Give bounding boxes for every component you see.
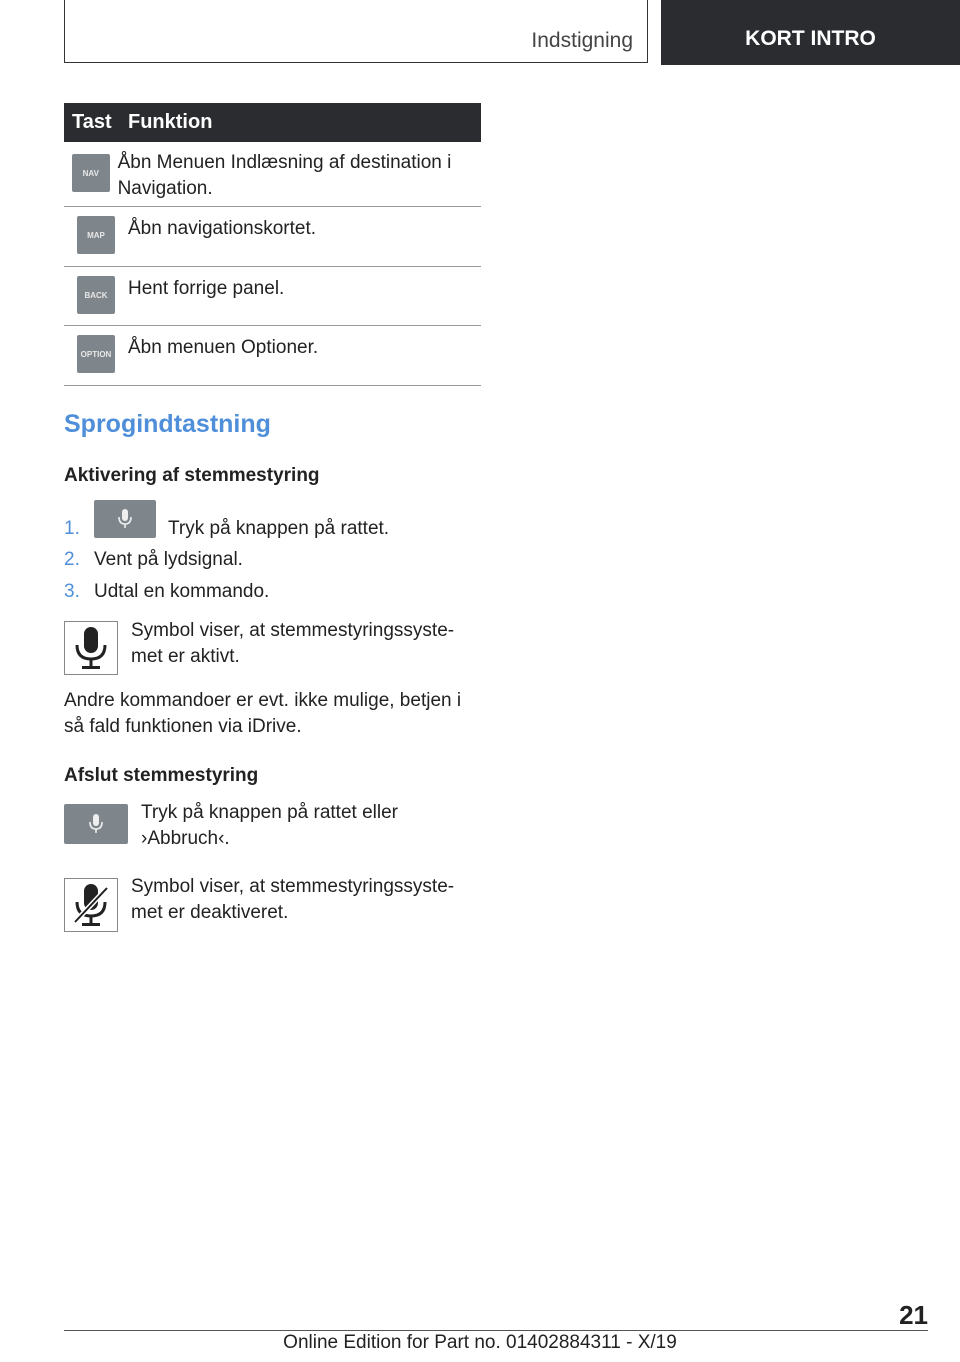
step-number: 1. xyxy=(64,518,80,539)
step-text: Tryk på knappen på rattet. xyxy=(168,518,390,539)
step-3 xyxy=(64,581,269,603)
table-row xyxy=(64,142,481,207)
page-number: 21 xyxy=(899,1300,928,1330)
option-key-icon: OPTION xyxy=(77,335,115,373)
deactivate-button-text: Tryk på knappen på rattet eller ›Abbruch‹. xyxy=(141,802,398,849)
step-1 xyxy=(64,498,389,540)
column-header-key: Tast xyxy=(72,111,112,133)
footer-divider xyxy=(64,1330,928,1331)
step-text: Udtal en kommando. xyxy=(94,581,270,602)
table-cell-function: Åbn menuen Optioner. xyxy=(128,337,319,358)
table-row xyxy=(64,207,481,267)
table-header xyxy=(64,103,481,142)
step-text: Vent på lydsignal. xyxy=(94,549,243,570)
footer-edition: Online Edition for Part no. 01402884311 - X/19 xyxy=(283,1332,677,1353)
voice-inactive-symbol-icon xyxy=(64,878,118,932)
steering-wheel-mic-button-icon xyxy=(94,500,156,538)
header-chapter-tab: KORT INTRO xyxy=(661,0,960,65)
key-function-table xyxy=(64,103,481,386)
table-cell-function: Åbn navigationskortet. xyxy=(128,218,317,239)
steering-wheel-mic-button-icon xyxy=(64,804,128,844)
deactivate-heading: Afslut stemmestyring xyxy=(64,765,259,786)
activate-note: Andre kommandoer er evt. ikke mulige, betjen i så fald funktionen via iDrive. xyxy=(64,690,462,737)
step-number: 2. xyxy=(64,549,80,570)
header-section-title: Indstigning xyxy=(531,29,633,52)
nav-key-icon: NAV xyxy=(72,154,110,192)
table-row xyxy=(64,267,481,326)
section-title: Sprogindtastning xyxy=(64,410,271,438)
step-2 xyxy=(64,549,243,571)
table-cell-function: Hent forrige panel. xyxy=(128,278,285,299)
header-section-box xyxy=(64,0,648,63)
step-number: 3. xyxy=(64,581,80,602)
column-header-function: Funktion xyxy=(128,111,213,133)
back-key-icon: BACK xyxy=(77,276,115,314)
voice-active-symbol-icon xyxy=(64,621,118,675)
voice-active-symbol-text: Symbol viser, at stemmestyringssyste-met er aktivt. xyxy=(131,620,455,667)
table-row xyxy=(64,326,481,386)
activate-heading: Aktivering af stemmestyring xyxy=(64,465,320,486)
table-cell-function: Åbn Menuen Indlæsning af destination i Navigation. xyxy=(117,152,452,199)
map-key-icon: MAP xyxy=(77,216,115,254)
voice-inactive-symbol-text: Symbol viser, at stemmestyringssyste-met er deaktiveret. xyxy=(131,876,455,923)
